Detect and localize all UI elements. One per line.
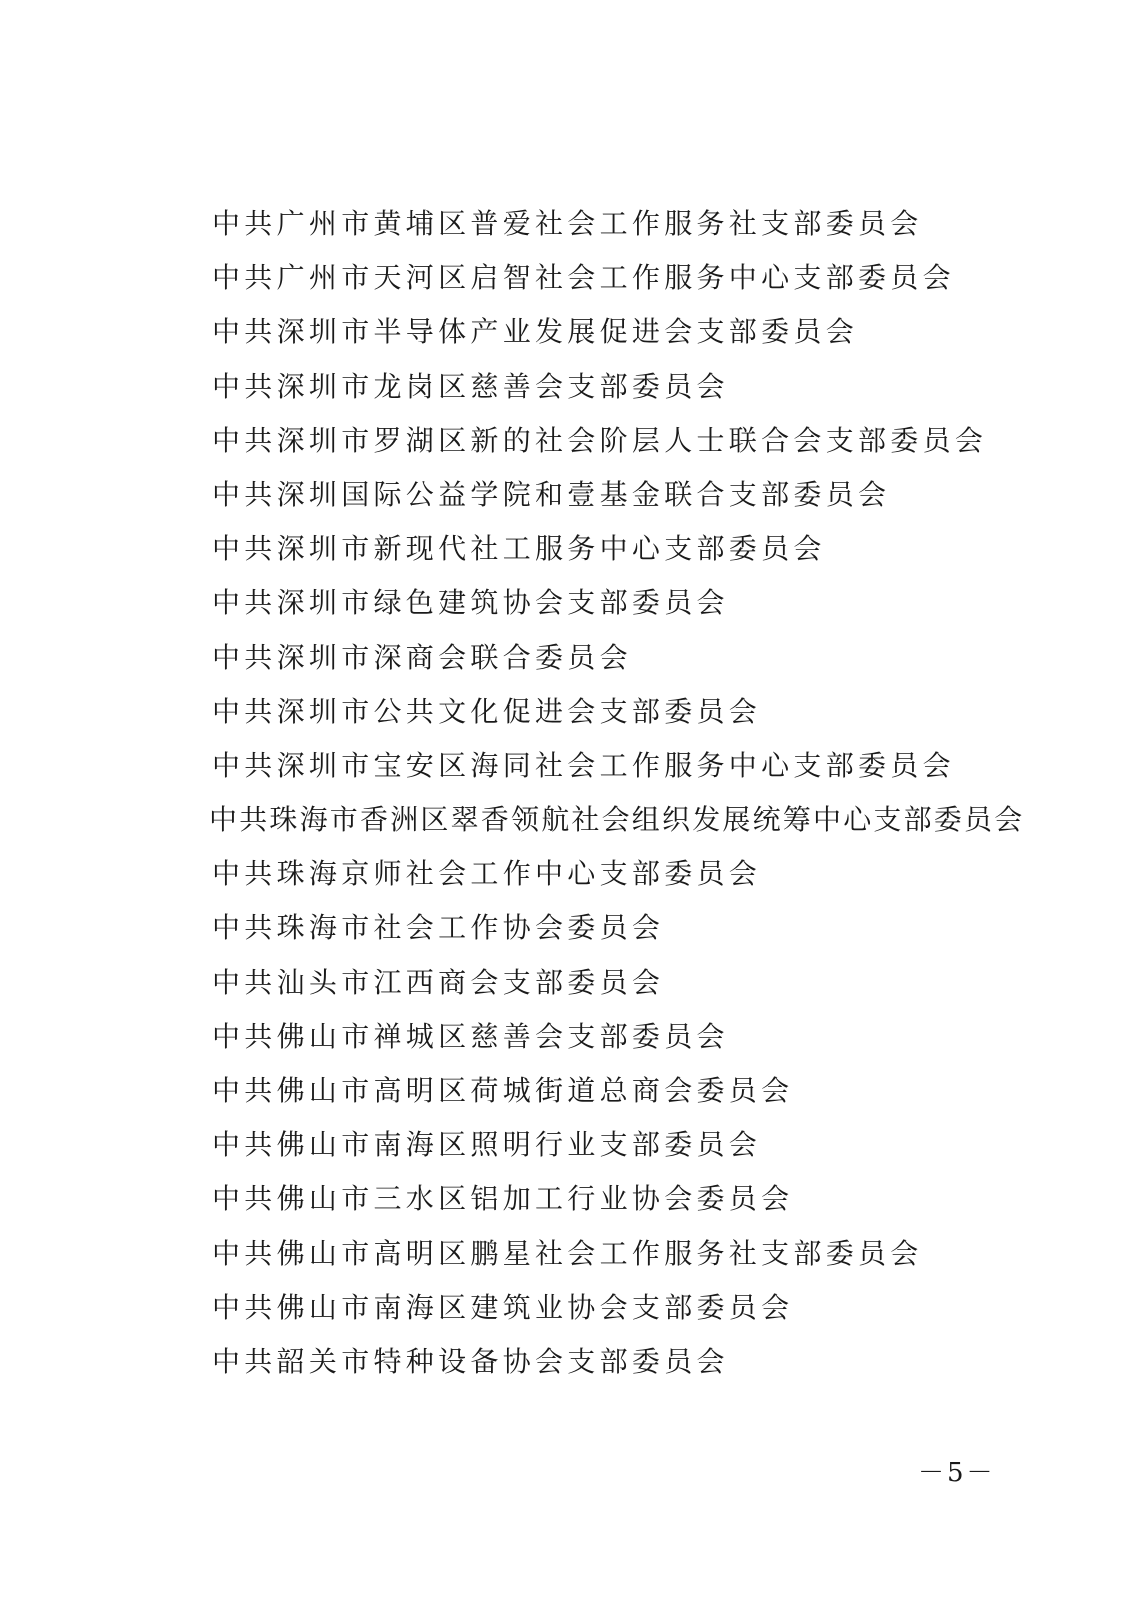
- organization-list: [209, 200, 1025, 1392]
- organization-name: 中共广州市黄埔区普爱社会工作服务社支部委员会: [212, 207, 923, 240]
- organization-name: 中共珠海京师社会工作中心支部委员会: [212, 857, 762, 891]
- organization-name: 中共佛山市高明区鹏星社会工作服务社支部委员会: [212, 1236, 923, 1270]
- organization-name: 中共深圳市宝安区海同社会工作服务中心支部委员会: [212, 748, 955, 782]
- organization-name: 中共深圳国际公益学院和壹基金联合支部委员会: [212, 477, 891, 511]
- organization-name: 中共佛山市禅城区慈善会支部委员会: [212, 1019, 729, 1053]
- organization-name: 中共佛山市高明区荷城街道总商会委员会: [212, 1074, 794, 1107]
- organization-name: 中共佛山市南海区建筑业协会支部委员会: [212, 1290, 794, 1324]
- organization-name: 中共韶关市特种设备协会支部委员会: [212, 1344, 729, 1378]
- organization-name: 中共广州市天河区启智社会工作服务中心支部委员会: [212, 261, 955, 295]
- organization-name: 中共深圳市半导体产业发展促进会支部委员会: [212, 315, 859, 349]
- organization-name: 中共佛山市三水区铝加工行业协会委员会: [212, 1182, 794, 1216]
- organization-name: 中共珠海市社会工作协会委员会: [212, 911, 665, 945]
- organization-name: 中共汕头市江西商会支部委员会: [212, 965, 665, 999]
- page-number: －5－: [918, 1458, 996, 1488]
- organization-name: 中共深圳市公共文化促进会支部委员会: [212, 694, 762, 728]
- organization-name: 中共深圳市罗湖区新的社会阶层人士联合会支部委员会: [212, 423, 988, 457]
- organization-name: 中共深圳市新现代社工服务中心支部委员会: [212, 532, 826, 566]
- organization-name: 中共深圳市绿色建筑协会支部委员会: [212, 586, 729, 620]
- organization-name: 中共深圳市深商会联合委员会: [212, 640, 632, 674]
- organization-name: 中共佛山市南海区照明行业支部委员会: [212, 1128, 762, 1162]
- organization-name: 中共珠海市香洲区翠香领航社会组织发展统筹中心支部委员会: [209, 803, 1025, 837]
- organization-name: 中共深圳市龙岗区慈善会支部委员会: [212, 369, 729, 403]
